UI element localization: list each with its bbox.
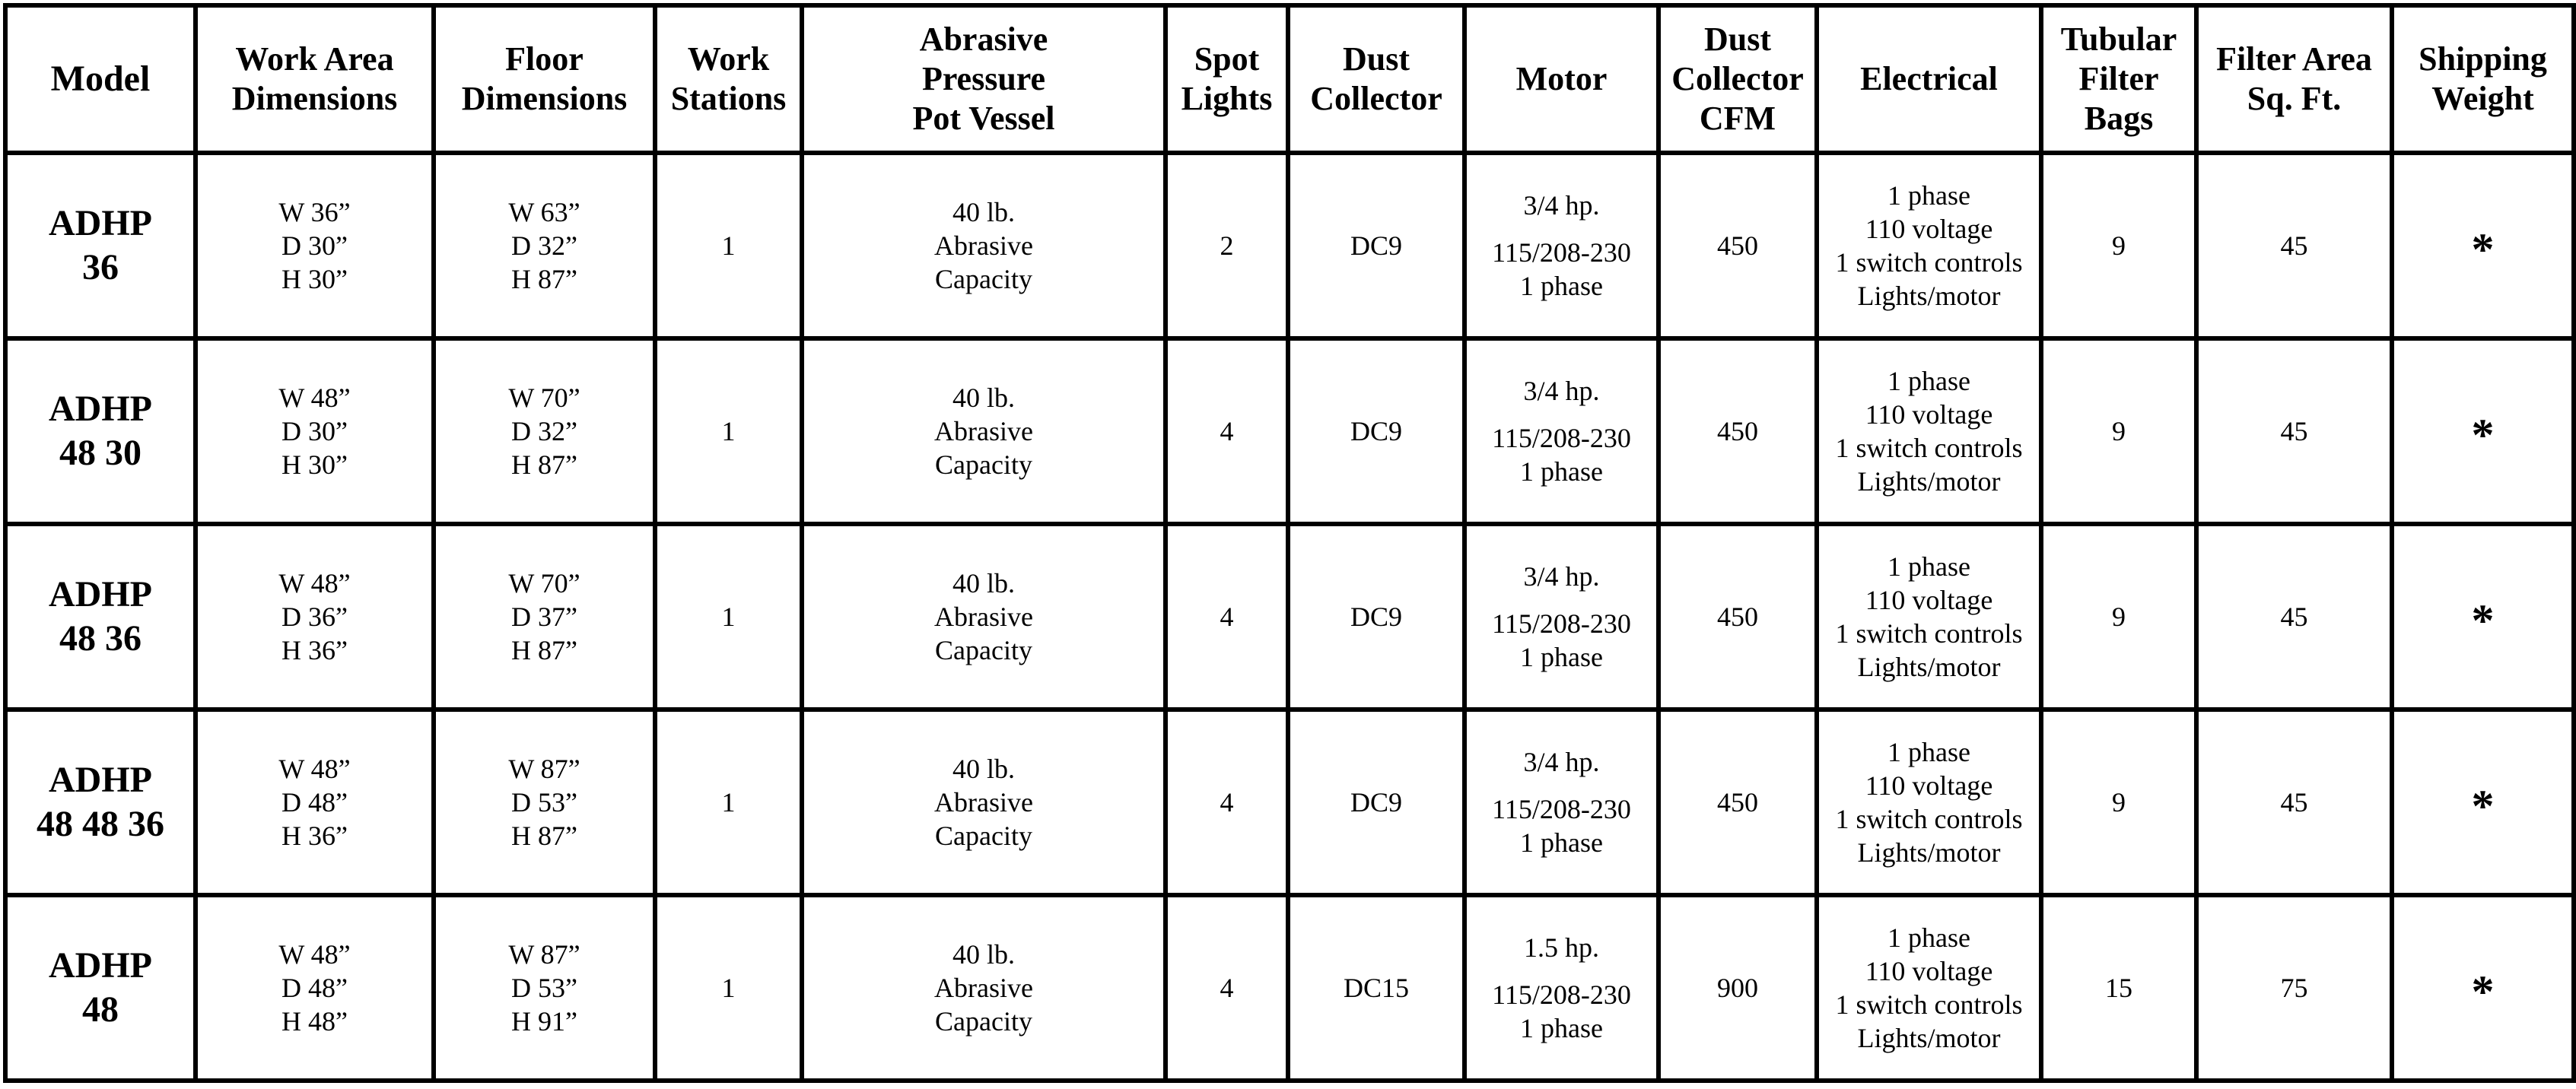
work-area-width: W 36” xyxy=(278,197,351,227)
floor-width: W 63” xyxy=(508,197,580,227)
dust-collector-cell xyxy=(1288,710,1465,895)
model-name: ADHP xyxy=(49,574,152,614)
vessel-cell xyxy=(802,524,1166,710)
filter-bags-cell xyxy=(2041,153,2196,338)
filter-area-cell xyxy=(2196,153,2392,338)
electrical-lights-motor: Lights/motor xyxy=(1857,1023,2001,1053)
vessel-cell xyxy=(802,153,1166,338)
cfm-cell xyxy=(1658,895,1817,1081)
work-area-cell xyxy=(196,710,434,895)
electrical-switch: 1 switch controls xyxy=(1835,989,2023,1020)
work-stations-value: 1 xyxy=(721,230,736,261)
vessel-cell xyxy=(802,338,1166,524)
dust-collector-cell xyxy=(1288,153,1465,338)
model-cell xyxy=(5,710,196,895)
cfm-value: 450 xyxy=(1717,602,1758,632)
shipping-weight-value: * xyxy=(2471,224,2495,275)
header-collector-cfm: Dust Collector CFM xyxy=(1658,5,1817,153)
table-row xyxy=(5,524,2574,710)
electrical-voltage: 110 voltage xyxy=(1865,214,1993,244)
filter-area-cell xyxy=(2196,338,2392,524)
motor-spacer xyxy=(1467,593,1656,607)
floor-width: W 70” xyxy=(508,383,580,413)
spot-lights-value: 4 xyxy=(1220,787,1234,818)
motor-voltage: 115/208-230 xyxy=(1492,794,1631,824)
specification-table xyxy=(3,3,2576,1083)
motor-horsepower: 3/4 hp. xyxy=(1523,747,1600,777)
header-spot-lights: Spot Lights xyxy=(1166,5,1288,153)
model-cell xyxy=(5,153,196,338)
vessel-abrasive: Abrasive xyxy=(934,416,1033,446)
model-size: 48 48 36 xyxy=(37,804,164,844)
header-model: Model xyxy=(5,5,196,153)
vessel-weight: 40 lb. xyxy=(952,568,1015,598)
floor-height: H 87” xyxy=(511,264,577,294)
work-area-height: H 48” xyxy=(281,1006,348,1037)
motor-horsepower: 1.5 hp. xyxy=(1524,932,1599,963)
motor-cell xyxy=(1465,153,1658,338)
vessel-weight: 40 lb. xyxy=(952,197,1015,227)
work-area-depth: D 30” xyxy=(281,230,348,261)
header-pressure-pot-vessel: Abrasive Pressure Pot Vessel xyxy=(802,5,1166,153)
model-cell xyxy=(5,338,196,524)
filter-bags-value: 15 xyxy=(2105,973,2132,1003)
electrical-lights-motor: Lights/motor xyxy=(1857,466,2001,497)
motor-voltage: 115/208-230 xyxy=(1492,423,1631,453)
work-stations-cell xyxy=(655,338,802,524)
shipping-weight-value: * xyxy=(2471,967,2495,1017)
work-area-cell xyxy=(196,153,434,338)
header-work-stations: Work Stations xyxy=(655,5,802,153)
cfm-cell xyxy=(1658,710,1817,895)
work-stations-cell xyxy=(655,710,802,895)
work-stations-value: 1 xyxy=(721,787,736,818)
electrical-switch: 1 switch controls xyxy=(1835,247,2023,278)
shipping-weight-cell xyxy=(2392,710,2574,895)
motor-spacer xyxy=(1467,222,1656,236)
filter-bags-cell xyxy=(2041,710,2196,895)
filter-bags-cell xyxy=(2041,338,2196,524)
electrical-cell xyxy=(1817,524,2041,710)
model-name: ADHP xyxy=(49,760,152,800)
floor-dimensions-cell xyxy=(434,524,655,710)
floor-depth: D 32” xyxy=(511,416,577,446)
model-name: ADHP xyxy=(49,203,152,243)
electrical-lights-motor: Lights/motor xyxy=(1857,652,2001,682)
dust-collector-cell xyxy=(1288,338,1465,524)
vessel-capacity: Capacity xyxy=(935,264,1032,294)
work-area-height: H 36” xyxy=(281,821,348,851)
filter-area-cell xyxy=(2196,895,2392,1081)
shipping-weight-cell xyxy=(2392,153,2574,338)
filter-bags-value: 9 xyxy=(2112,602,2126,632)
electrical-phase: 1 phase xyxy=(1887,551,1970,582)
spot-lights-value: 4 xyxy=(1220,973,1234,1003)
floor-depth: D 53” xyxy=(511,973,577,1003)
work-stations-value: 1 xyxy=(721,416,736,446)
model-name: ADHP xyxy=(49,945,152,986)
electrical-voltage: 110 voltage xyxy=(1865,399,1993,430)
electrical-cell xyxy=(1817,153,2041,338)
header-tubular-filter-bags: Tubular Filter Bags xyxy=(2041,5,2196,153)
table-row xyxy=(5,710,2574,895)
filter-area-cell xyxy=(2196,524,2392,710)
model-size: 48 36 xyxy=(59,618,142,659)
work-area-depth: D 48” xyxy=(281,973,348,1003)
work-area-height: H 30” xyxy=(281,449,348,480)
work-area-cell xyxy=(196,338,434,524)
work-area-height: H 36” xyxy=(281,635,348,665)
motor-phase: 1 phase xyxy=(1520,827,1603,858)
work-area-cell xyxy=(196,524,434,710)
spot-lights-cell xyxy=(1166,895,1288,1081)
floor-width: W 70” xyxy=(508,568,580,598)
header-dust-collector: Dust Collector xyxy=(1288,5,1465,153)
model-size: 36 xyxy=(82,247,119,287)
dust-collector-value: DC9 xyxy=(1350,416,1402,446)
floor-depth: D 53” xyxy=(511,787,577,818)
table-row xyxy=(5,895,2574,1081)
header-floor-dimensions: Floor Dimensions xyxy=(434,5,655,153)
dust-collector-value: DC9 xyxy=(1350,230,1402,261)
spot-lights-cell xyxy=(1166,338,1288,524)
motor-spacer xyxy=(1467,964,1656,978)
motor-voltage: 115/208-230 xyxy=(1492,608,1631,639)
model-size: 48 xyxy=(82,989,119,1030)
work-area-depth: D 30” xyxy=(281,416,348,446)
work-area-depth: D 48” xyxy=(281,787,348,818)
table-row xyxy=(5,338,2574,524)
filter-area-value: 45 xyxy=(2280,230,2308,261)
filter-area-value: 75 xyxy=(2280,973,2308,1003)
motor-spacer xyxy=(1467,408,1656,421)
floor-width: W 87” xyxy=(508,754,580,784)
vessel-weight: 40 lb. xyxy=(952,383,1015,413)
filter-bags-value: 9 xyxy=(2112,416,2126,446)
filter-area-cell xyxy=(2196,710,2392,895)
header-filter-area: Filter Area Sq. Ft. xyxy=(2196,5,2392,153)
table-row xyxy=(5,153,2574,338)
floor-height: H 91” xyxy=(511,1006,577,1037)
work-area-width: W 48” xyxy=(278,568,351,598)
filter-bags-cell xyxy=(2041,524,2196,710)
work-stations-value: 1 xyxy=(721,602,736,632)
floor-depth: D 37” xyxy=(511,602,577,632)
floor-width: W 87” xyxy=(508,939,580,970)
shipping-weight-value: * xyxy=(2471,781,2495,831)
header-shipping-weight: Shipping Weight xyxy=(2392,5,2574,153)
vessel-abrasive: Abrasive xyxy=(934,973,1033,1003)
work-stations-cell xyxy=(655,153,802,338)
shipping-weight-cell xyxy=(2392,895,2574,1081)
cfm-value: 900 xyxy=(1717,973,1758,1003)
electrical-phase: 1 phase xyxy=(1887,366,1970,396)
electrical-lights-motor: Lights/motor xyxy=(1857,281,2001,311)
work-stations-cell xyxy=(655,524,802,710)
spot-lights-cell xyxy=(1166,153,1288,338)
electrical-cell xyxy=(1817,895,2041,1081)
vessel-abrasive: Abrasive xyxy=(934,230,1033,261)
motor-voltage: 115/208-230 xyxy=(1492,979,1631,1010)
motor-phase: 1 phase xyxy=(1520,1013,1603,1043)
floor-depth: D 32” xyxy=(511,230,577,261)
cfm-cell xyxy=(1658,338,1817,524)
filter-area-value: 45 xyxy=(2280,416,2308,446)
dust-collector-cell xyxy=(1288,895,1465,1081)
electrical-switch: 1 switch controls xyxy=(1835,433,2023,463)
electrical-cell xyxy=(1817,710,2041,895)
vessel-capacity: Capacity xyxy=(935,449,1032,480)
work-area-height: H 30” xyxy=(281,264,348,294)
vessel-abrasive: Abrasive xyxy=(934,602,1033,632)
spot-lights-cell xyxy=(1166,524,1288,710)
filter-bags-cell xyxy=(2041,895,2196,1081)
motor-horsepower: 3/4 hp. xyxy=(1523,376,1600,406)
header-electrical: Electrical xyxy=(1817,5,2041,153)
motor-phase: 1 phase xyxy=(1520,642,1603,672)
motor-cell xyxy=(1465,895,1658,1081)
floor-height: H 87” xyxy=(511,635,577,665)
model-name: ADHP xyxy=(49,389,152,429)
motor-voltage: 115/208-230 xyxy=(1492,237,1631,268)
electrical-switch: 1 switch controls xyxy=(1835,804,2023,834)
work-stations-cell xyxy=(655,895,802,1081)
cfm-value: 450 xyxy=(1717,230,1758,261)
electrical-voltage: 110 voltage xyxy=(1865,585,1993,615)
work-area-width: W 48” xyxy=(278,939,351,970)
spot-lights-value: 4 xyxy=(1220,602,1234,632)
motor-cell xyxy=(1465,338,1658,524)
header-motor: Motor xyxy=(1465,5,1658,153)
model-size: 48 30 xyxy=(59,433,142,473)
header-work-area-dimensions: Work Area Dimensions xyxy=(196,5,434,153)
header-row xyxy=(5,5,2574,153)
motor-cell xyxy=(1465,710,1658,895)
vessel-weight: 40 lb. xyxy=(952,939,1015,970)
electrical-phase: 1 phase xyxy=(1887,922,1970,953)
floor-dimensions-cell xyxy=(434,710,655,895)
filter-area-value: 45 xyxy=(2280,602,2308,632)
motor-phase: 1 phase xyxy=(1520,456,1603,487)
filter-bags-value: 9 xyxy=(2112,787,2126,818)
motor-horsepower: 3/4 hp. xyxy=(1523,190,1600,221)
floor-dimensions-cell xyxy=(434,338,655,524)
dust-collector-value: DC15 xyxy=(1343,973,1409,1003)
floor-height: H 87” xyxy=(511,449,577,480)
vessel-weight: 40 lb. xyxy=(952,754,1015,784)
vessel-cell xyxy=(802,895,1166,1081)
electrical-lights-motor: Lights/motor xyxy=(1857,837,2001,868)
dust-collector-value: DC9 xyxy=(1350,602,1402,632)
electrical-cell xyxy=(1817,338,2041,524)
shipping-weight-value: * xyxy=(2471,595,2495,646)
electrical-voltage: 110 voltage xyxy=(1865,956,1993,986)
shipping-weight-cell xyxy=(2392,338,2574,524)
motor-phase: 1 phase xyxy=(1520,271,1603,301)
cfm-cell xyxy=(1658,153,1817,338)
dust-collector-value: DC9 xyxy=(1350,787,1402,818)
shipping-weight-cell xyxy=(2392,524,2574,710)
spot-lights-value: 2 xyxy=(1220,230,1234,261)
shipping-weight-value: * xyxy=(2471,410,2495,460)
work-area-width: W 48” xyxy=(278,754,351,784)
dust-collector-cell xyxy=(1288,524,1465,710)
electrical-phase: 1 phase xyxy=(1887,737,1970,767)
spot-lights-value: 4 xyxy=(1220,416,1234,446)
vessel-capacity: Capacity xyxy=(935,635,1032,665)
work-area-cell xyxy=(196,895,434,1081)
model-cell xyxy=(5,895,196,1081)
vessel-capacity: Capacity xyxy=(935,1006,1032,1037)
motor-spacer xyxy=(1467,779,1656,792)
cfm-value: 450 xyxy=(1717,416,1758,446)
vessel-capacity: Capacity xyxy=(935,821,1032,851)
work-area-depth: D 36” xyxy=(281,602,348,632)
cfm-cell xyxy=(1658,524,1817,710)
filter-area-value: 45 xyxy=(2280,787,2308,818)
filter-bags-value: 9 xyxy=(2112,230,2126,261)
vessel-abrasive: Abrasive xyxy=(934,787,1033,818)
floor-dimensions-cell xyxy=(434,153,655,338)
vessel-cell xyxy=(802,710,1166,895)
motor-cell xyxy=(1465,524,1658,710)
floor-height: H 87” xyxy=(511,821,577,851)
electrical-phase: 1 phase xyxy=(1887,180,1970,211)
spot-lights-cell xyxy=(1166,710,1288,895)
motor-horsepower: 3/4 hp. xyxy=(1523,561,1600,592)
electrical-voltage: 110 voltage xyxy=(1865,770,1993,801)
model-cell xyxy=(5,524,196,710)
floor-dimensions-cell xyxy=(434,895,655,1081)
work-stations-value: 1 xyxy=(721,973,736,1003)
cfm-value: 450 xyxy=(1717,787,1758,818)
electrical-switch: 1 switch controls xyxy=(1835,618,2023,649)
work-area-width: W 48” xyxy=(278,383,351,413)
